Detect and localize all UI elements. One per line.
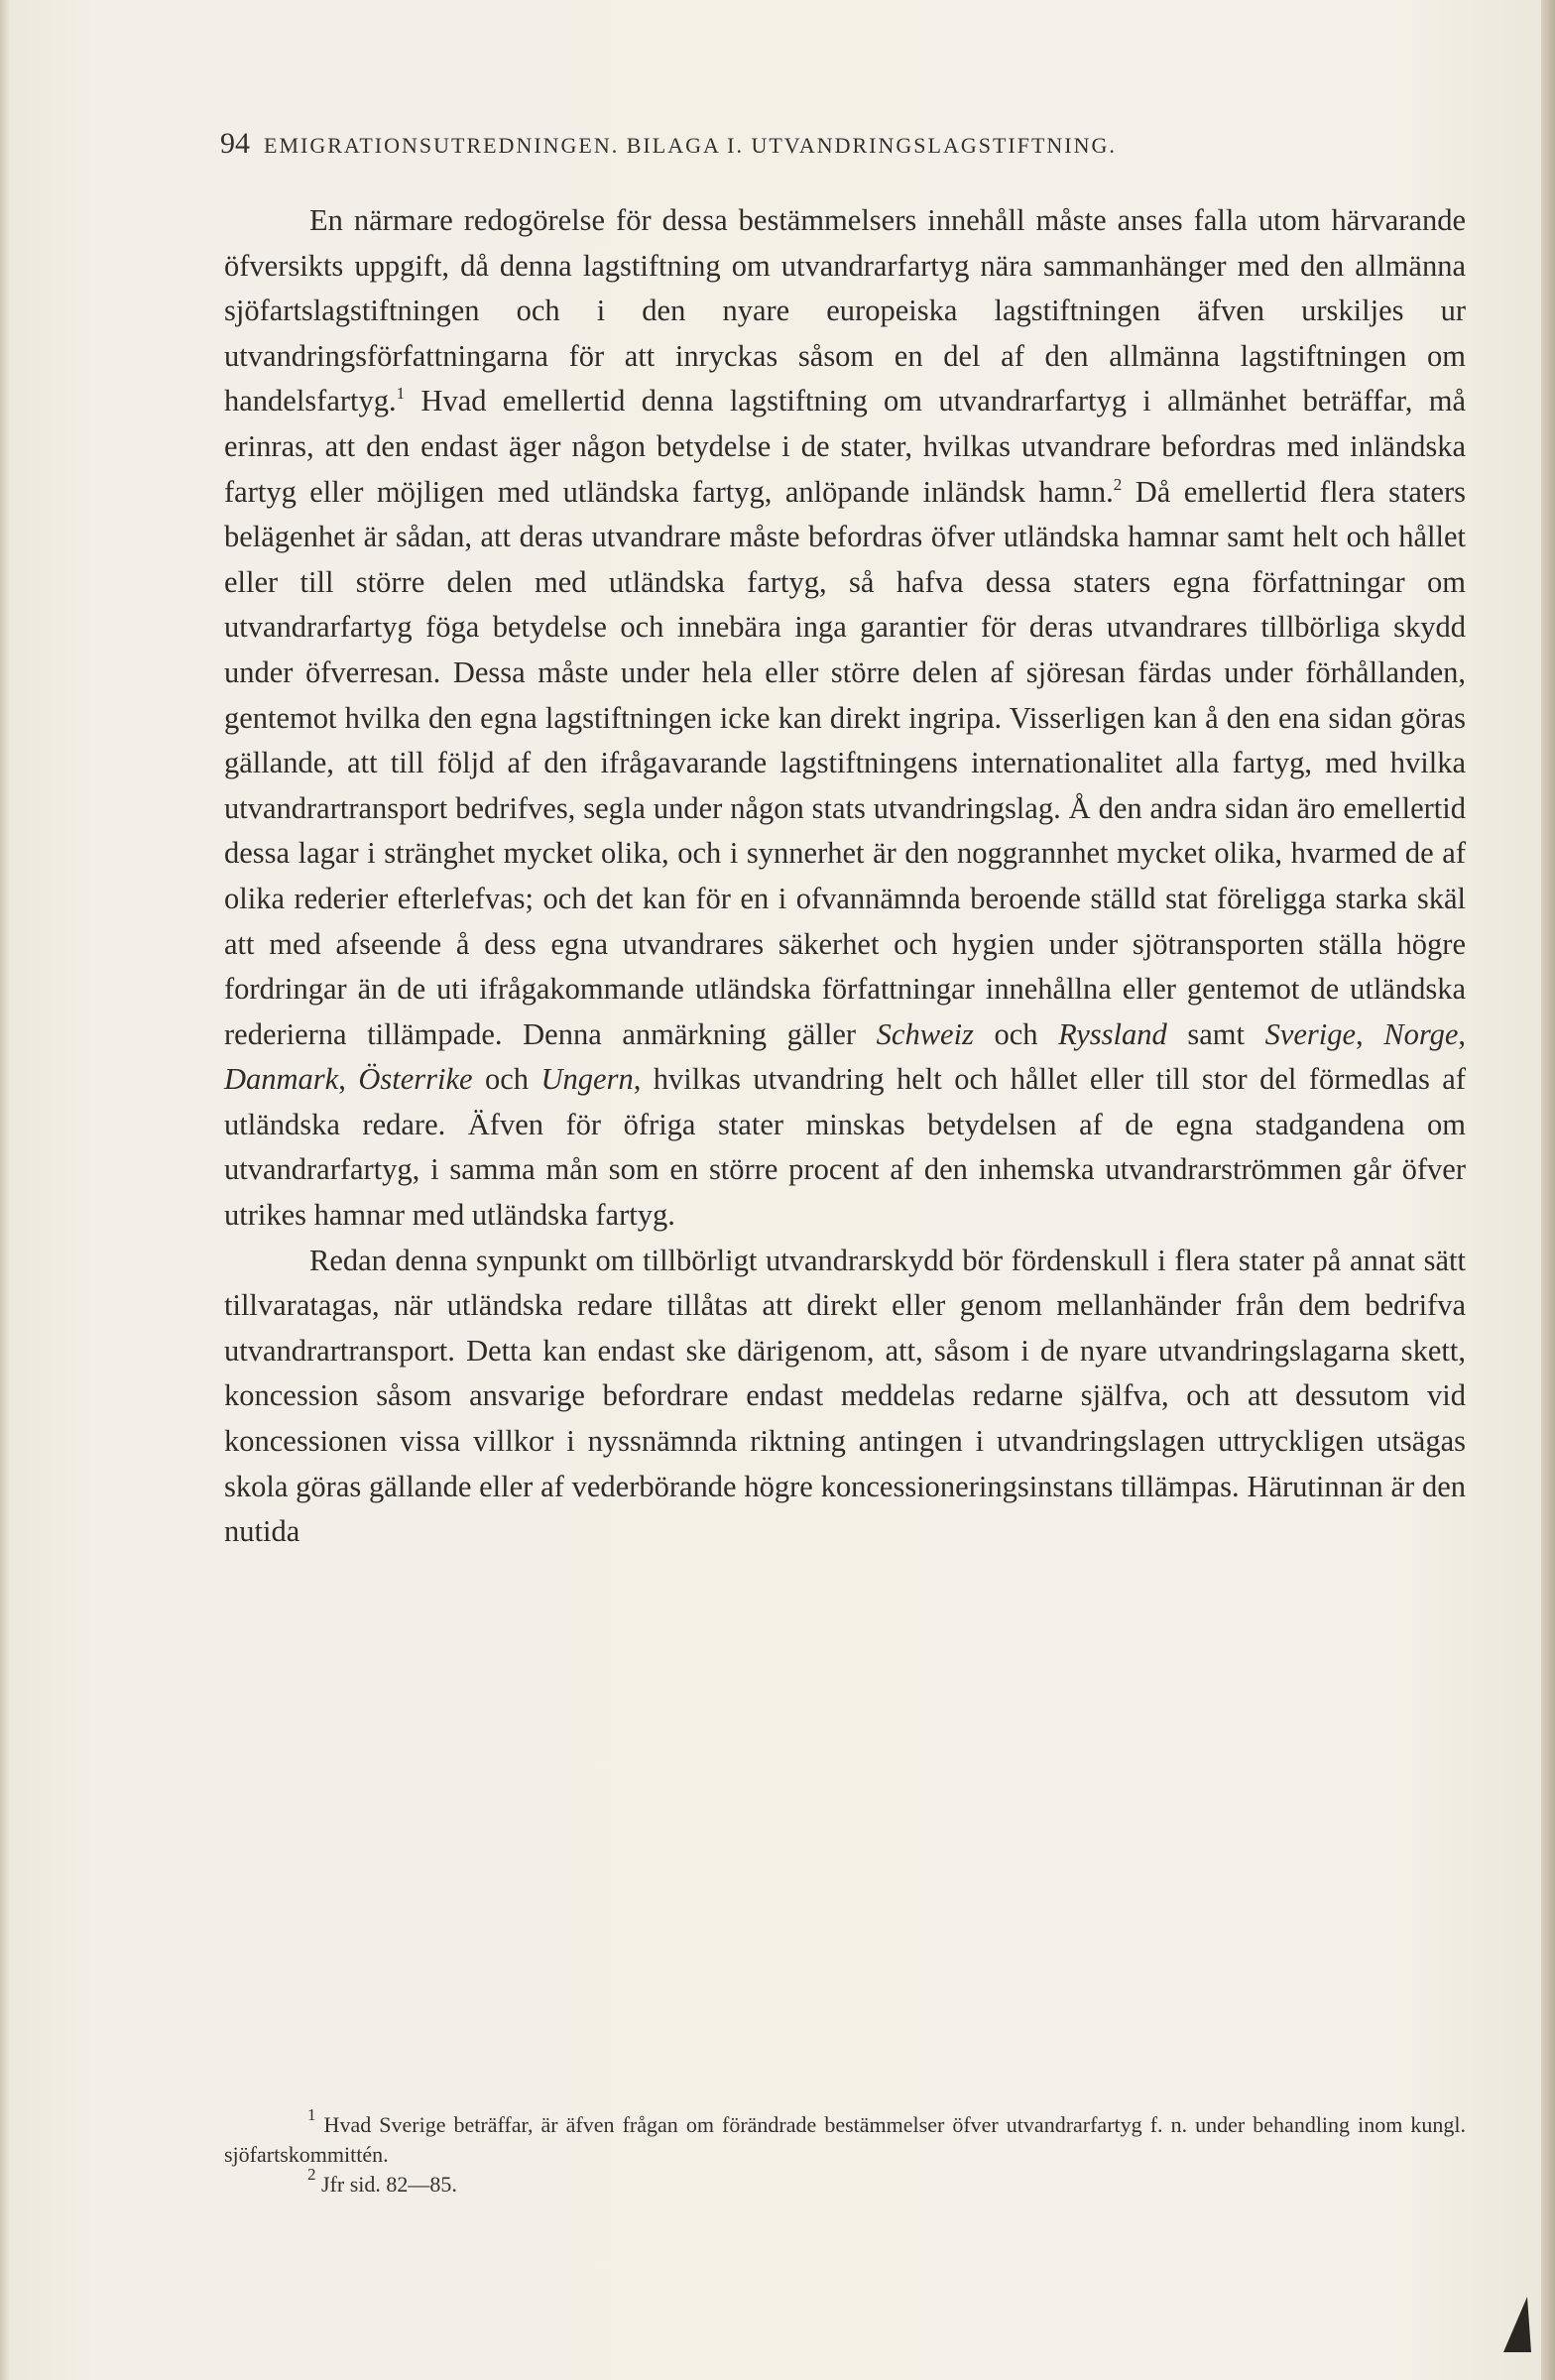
footnotes [224, 2105, 1466, 2200]
text-run: och [973, 1016, 1059, 1051]
text-run: En närmare redogörelse för dessa bestämmelsers innehåll måste anses falla utom härvarande öfversikts uppgift, då denna lagstiftning om utvandrarfartyg nära sammanhänger med den allmänna sjöfartslagstiftningen och i den nyare europeiska lagstiftningen äfven urskiljes ur utvandringsförfattningarna för att inryckas såsom en del af den allmänna lagstiftningen om handelsfartyg. [224, 203, 1466, 418]
text-run: Hvad emellertid denna lagstiftning om utvandrarfartyg i allmänhet beträffar, må erinras, att den endast äger någon betydelse i de stater, hvilkas utvandrare befordras med inländska fartyg eller möjligen med utländska fartyg, anlöpande inländsk hamn. [224, 384, 1466, 509]
body-text [224, 198, 1466, 1555]
footnote-2-mark: 2 [307, 2165, 316, 2184]
paragraph-1 [224, 198, 1466, 1239]
text-run: , [338, 1062, 359, 1097]
page-right-edge [1541, 0, 1555, 2380]
country-name: Norge [1383, 1016, 1459, 1051]
text-run: Då emellertid flera staters belägenhet är sådan, att deras utvandrare måste befordras öfver utländska hamnar samt helt och hållet eller till större delen med utländska fartyg, så hafva dessa staters egna författningar om utvandrarfartyg föga betydelse och innebära inga garantier för deras utvandrares tillbörliga skydd under öfverresan. Dessa måste under hela eller större delen af sjöresan färdas under förhållanden, gentemot hvilka den egna lagstiftningen icke kan direkt ingripa. Visserligen kan å den ena sidan göras gällande, att till följd af den ifrågavarande lagstiftningens internationalitet alla fartyg, med hvilka utvandrartransport bedrifves, segla under någon stats utvandringslag. Å den andra sidan äro emellertid dessa lagar i stränghet mycket olika, och i synnerhet är den noggrannhet mycket olika, hvarmed de af olika rederier efterlefvas; och det kan för en i ofvannämnda beroende ställd stat föreligga starka skäl att med afseende å dess egna utvandrares säkerhet och hygien under sjötransporten ställa högre fordringar än de uti ifrågakommande utländska författningar innehållna eller gentemot de utländska rederierna tillämpade. Denna anmärkning gäller [224, 474, 1466, 1051]
paragraph-2: Redan denna synpunkt om tillbörligt utvandrarskydd bör fördenskull i flera stater på annat sätt tillvaratagas, när utländska redare tillåtas att direkt eller genom mellanhänder från dem bedrifva utvandrartransport. Detta kan endast ske därigenom, att, såsom i de nyare utvandringslagarna skett, koncession såsom ansvarige befordrare endast meddelas redarne själfva, och att dessutom vid koncessionen vissa villkor i nyssnämnda riktning antingen i utvandringslagen uttryckligen utsägas skola göras gällande eller af vederbörande högre koncessioneringsinstans tillämpas. Härutinnan är den nutida [224, 1243, 1466, 1549]
text-run: samt [1166, 1016, 1265, 1051]
country-name: Österrike [358, 1062, 473, 1097]
page-number: 94 [220, 127, 250, 160]
page-left-edge [0, 0, 10, 2380]
footnote-1 [224, 2105, 1466, 2170]
running-title: EMIGRATIONSUTREDNINGEN. BILAGA I. UTVANDRINGSLAGSTIFTNING. [264, 133, 1117, 158]
footnote-ref-2: 2 [1113, 474, 1123, 494]
running-header [220, 127, 1460, 161]
country-name: Ungern [540, 1062, 634, 1097]
footnote-2 [224, 2165, 1466, 2200]
country-name: Ryssland [1058, 1016, 1167, 1051]
text-run: och [472, 1062, 541, 1097]
country-name: Sverige [1264, 1016, 1357, 1051]
country-name: Danmark [224, 1062, 339, 1097]
footnote-1-text: Hvad Sverige beträffar, är äfven frågan om förändrade bestämmelser öfver utvandrarfartyg f. n. under behandling inom kungl. sjöfartskommittén. [224, 2112, 1466, 2167]
footnote-2-text: Jfr sid. 82—85. [315, 2172, 457, 2197]
corner-fold-mark [1497, 2295, 1533, 2354]
footnote-1-mark: 1 [307, 2105, 316, 2124]
text-run: , hvilkas utvandring helt och hållet eller till stor del förmedlas af utländska redare. Äfven för öfriga stater minskas betydelsen af de egna stadgandena om utvandrarfartyg, i samma mån som en större procent af den inhemska utvandrarströmmen går öfver utrikes hamnar med utländska fartyg. [224, 1062, 1466, 1233]
text-run: , [1458, 1016, 1467, 1051]
text-run: , [1356, 1016, 1384, 1051]
footnote-ref-1: 1 [396, 384, 406, 404]
country-name: Schweiz [876, 1016, 974, 1051]
